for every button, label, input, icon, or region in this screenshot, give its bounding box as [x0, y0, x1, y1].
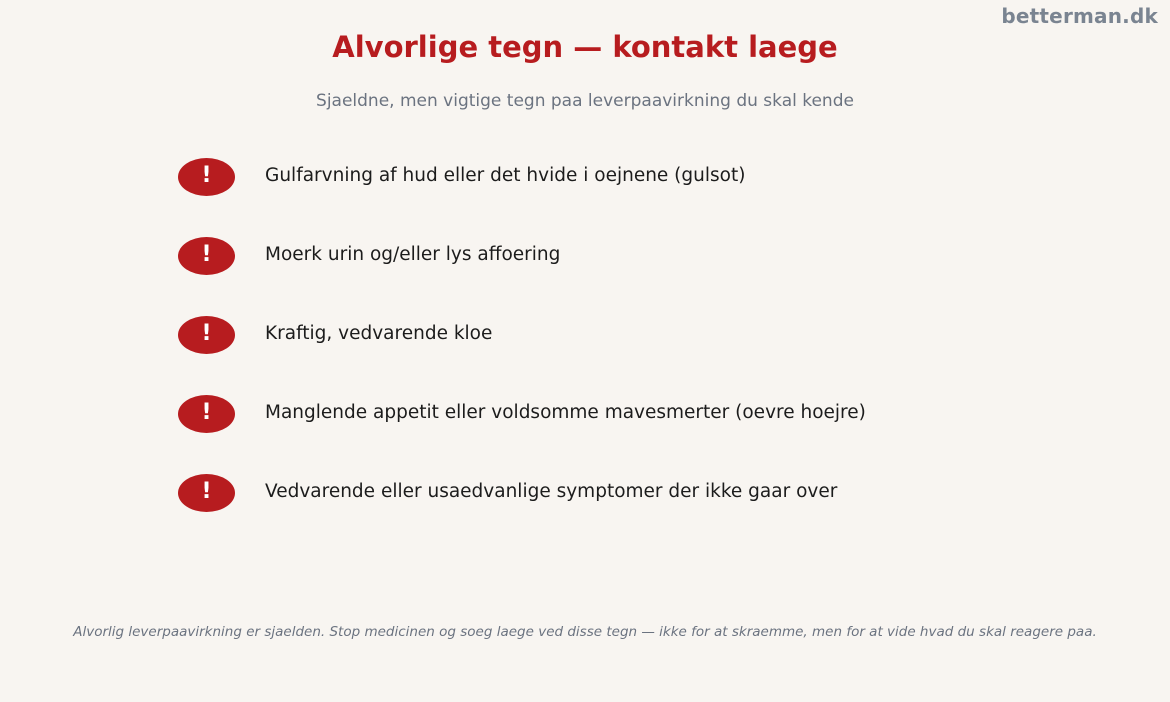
- exclamation-icon: !: [178, 395, 235, 433]
- list-item-text: Manglende appetit eller voldsomme mavesmerter (oevre hoejre): [265, 402, 866, 423]
- brand-logo-text: betterman.dk: [1001, 4, 1158, 28]
- exclamation-icon: !: [178, 474, 235, 512]
- exclamation-icon: !: [178, 237, 235, 275]
- list-item: [178, 157, 1078, 197]
- list-item: [178, 315, 1078, 355]
- page-subtitle: Sjaeldne, men vigtige tegn paa leverpaavirkning du skal kende: [316, 91, 854, 111]
- list-item: [178, 473, 1078, 513]
- list-item-text: Vedvarende eller usaedvanlige symptomer der ikke gaar over: [265, 481, 838, 502]
- footnote: Alvorlig leverpaavirkning er sjaelden. Stop medicinen og soeg laege ved disse tegn — ikke for at skraemme, men for at vide hvad du skal reagere paa.: [73, 624, 1097, 640]
- page-title: Alvorlige tegn — kontakt laege: [332, 30, 838, 64]
- exclamation-icon: !: [178, 316, 235, 354]
- warning-signs-list: [178, 157, 1078, 552]
- list-item-text: Gulfarvning af hud eller det hvide i oejnene (gulsot): [265, 165, 746, 186]
- exclamation-icon: !: [178, 158, 235, 196]
- list-item-text: Kraftig, vedvarende kloe: [265, 323, 493, 344]
- list-item: [178, 394, 1078, 434]
- list-item-text: Moerk urin og/eller lys affoering: [265, 244, 561, 265]
- list-item: [178, 236, 1078, 276]
